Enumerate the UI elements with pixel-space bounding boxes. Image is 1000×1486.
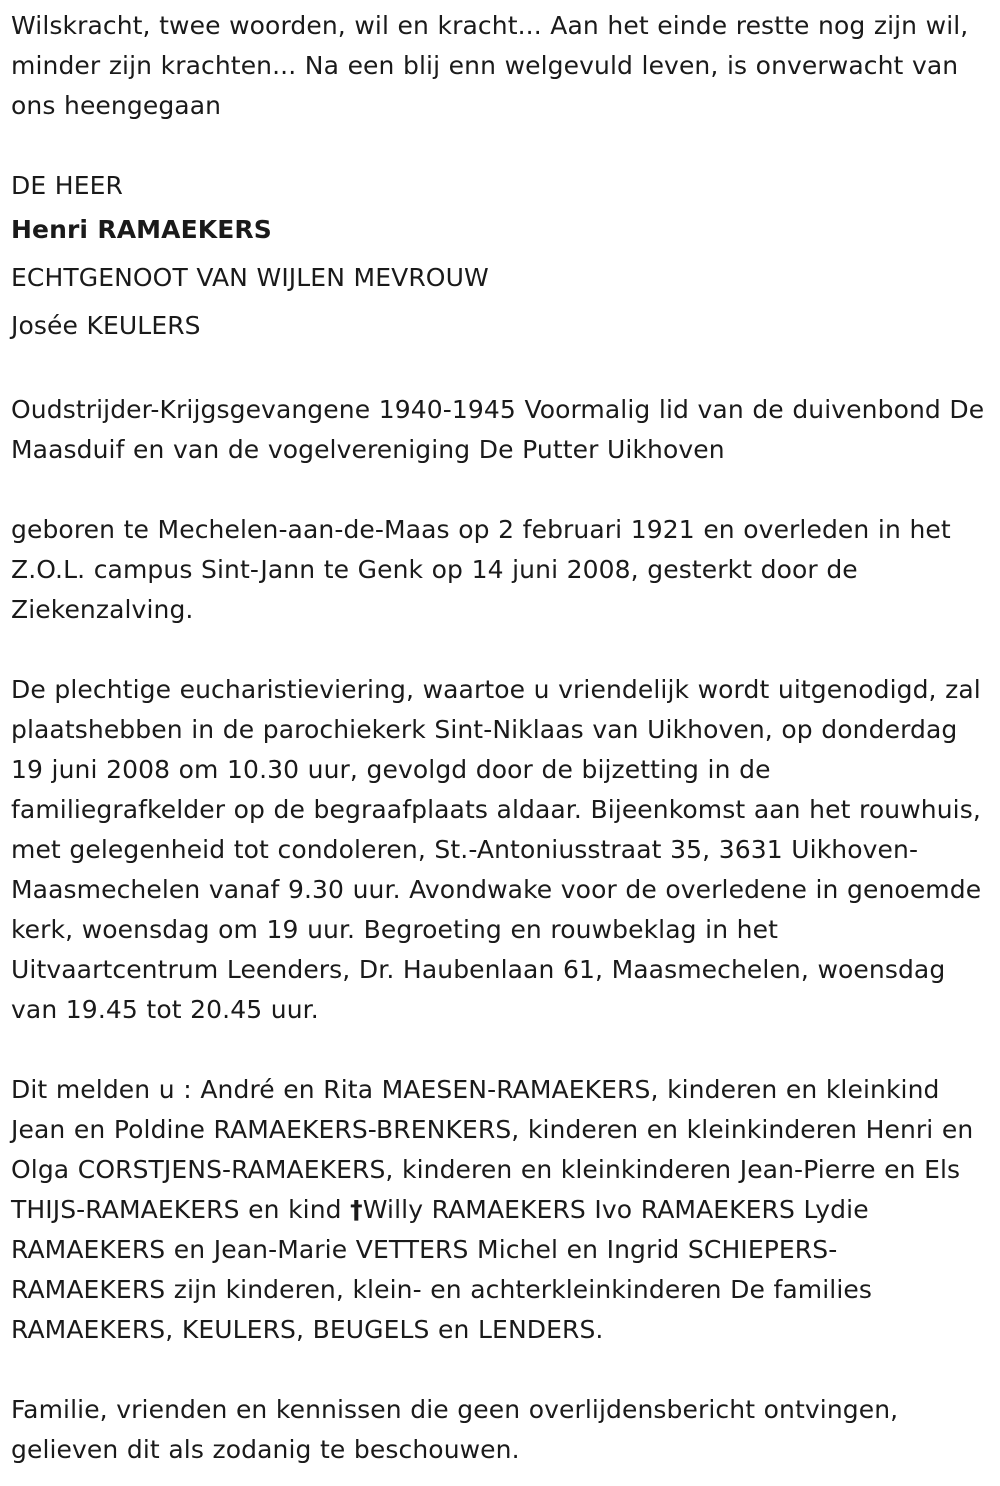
spacer [11,1350,990,1390]
spacer [11,630,990,670]
closing-paragraph: Familie, vrienden en kennissen die geen overlijdensbericht ontvingen, gelieven dit als zodanig te beschouwen. [11,1395,899,1464]
affiliation-paragraph: Oudstrijder-Krijgsgevangene 1940-1945 Voormalig lid van de duivenbond De Maasduif en van de vogelvereniging De Putter Uikhoven [11,395,985,464]
family-paragraph [11,1070,990,1350]
family-text-part1: Dit melden u : André en Rita MAESEN-RAMAEKERS, kinderen en kleinkind Jean en Poldine RAMAEKERS-BRENKERS, kinderen en kleinkinderen Henri en Olga CORSTJENS-RAMAEKERS, kinderen en kleinkinderen Jean-Pierre en Els THIJS-RAMAEKERS en kind [11,1075,974,1224]
spouse-label: ECHTGENOOT VAN WIJLEN MEVROUW [11,263,489,292]
spacer [11,350,990,390]
spacer [11,470,990,510]
cross-icon: † [350,1195,363,1224]
deceased-name: Henri RAMAEKERS [11,215,272,244]
spacer [11,126,990,166]
spouse-name: Josée KEULERS [11,311,201,340]
family-text-part2: Willy RAMAEKERS Ivo RAMAEKERS Lydie RAMAEKERS en Jean-Marie VETTERS Michel en Ingrid SCHIEPERS-RAMAEKERS zijn kinderen, klein- en achterkleinkinderen De families RAMAEKERS, KEULERS, BEUGELS en LENDERS. [11,1195,872,1344]
spacer [11,1030,990,1070]
birth-death-paragraph: geboren te Mechelen-aan-de-Maas op 2 februari 1921 en overleden in het Z.O.L. campus Sint-Jann te Genk op 14 juni 2008, gesterkt door de Ziekenzalving. [11,515,951,624]
title-line: DE HEER [11,171,123,200]
intro-paragraph: Wilskracht, twee woorden, wil en kracht... Aan het einde restte nog zijn wil, minder zijn krachten... Na een blij enn welgevuld leven, is onverwacht van ons heengegaan [11,11,969,120]
ceremony-paragraph: De plechtige eucharistieviering, waartoe u vriendelijk wordt uitgenodigd, zal plaatshebben in de parochiekerk Sint-Niklaas van Uikhoven, op donderdag 19 juni 2008 om 10.30 uur, gevolgd door de bijzetting in de familiegrafkelder op de begraafplaats aldaar. Bijeenkomst aan het rouwhuis, met gelegenheid tot condoleren, St.-Antoniusstraat 35, 3631 Uikhoven-Maasmechelen vanaf 9.30 uur. Avondwake voor de overledene in genoemde kerk, woensdag om 19 uur. Begroeting en rouwbeklag in het Uitvaartcentrum Leenders, Dr. Haubenlaan 61, Maasmechelen, woensdag van 19.45 tot 20.45 uur. [11,675,982,1024]
